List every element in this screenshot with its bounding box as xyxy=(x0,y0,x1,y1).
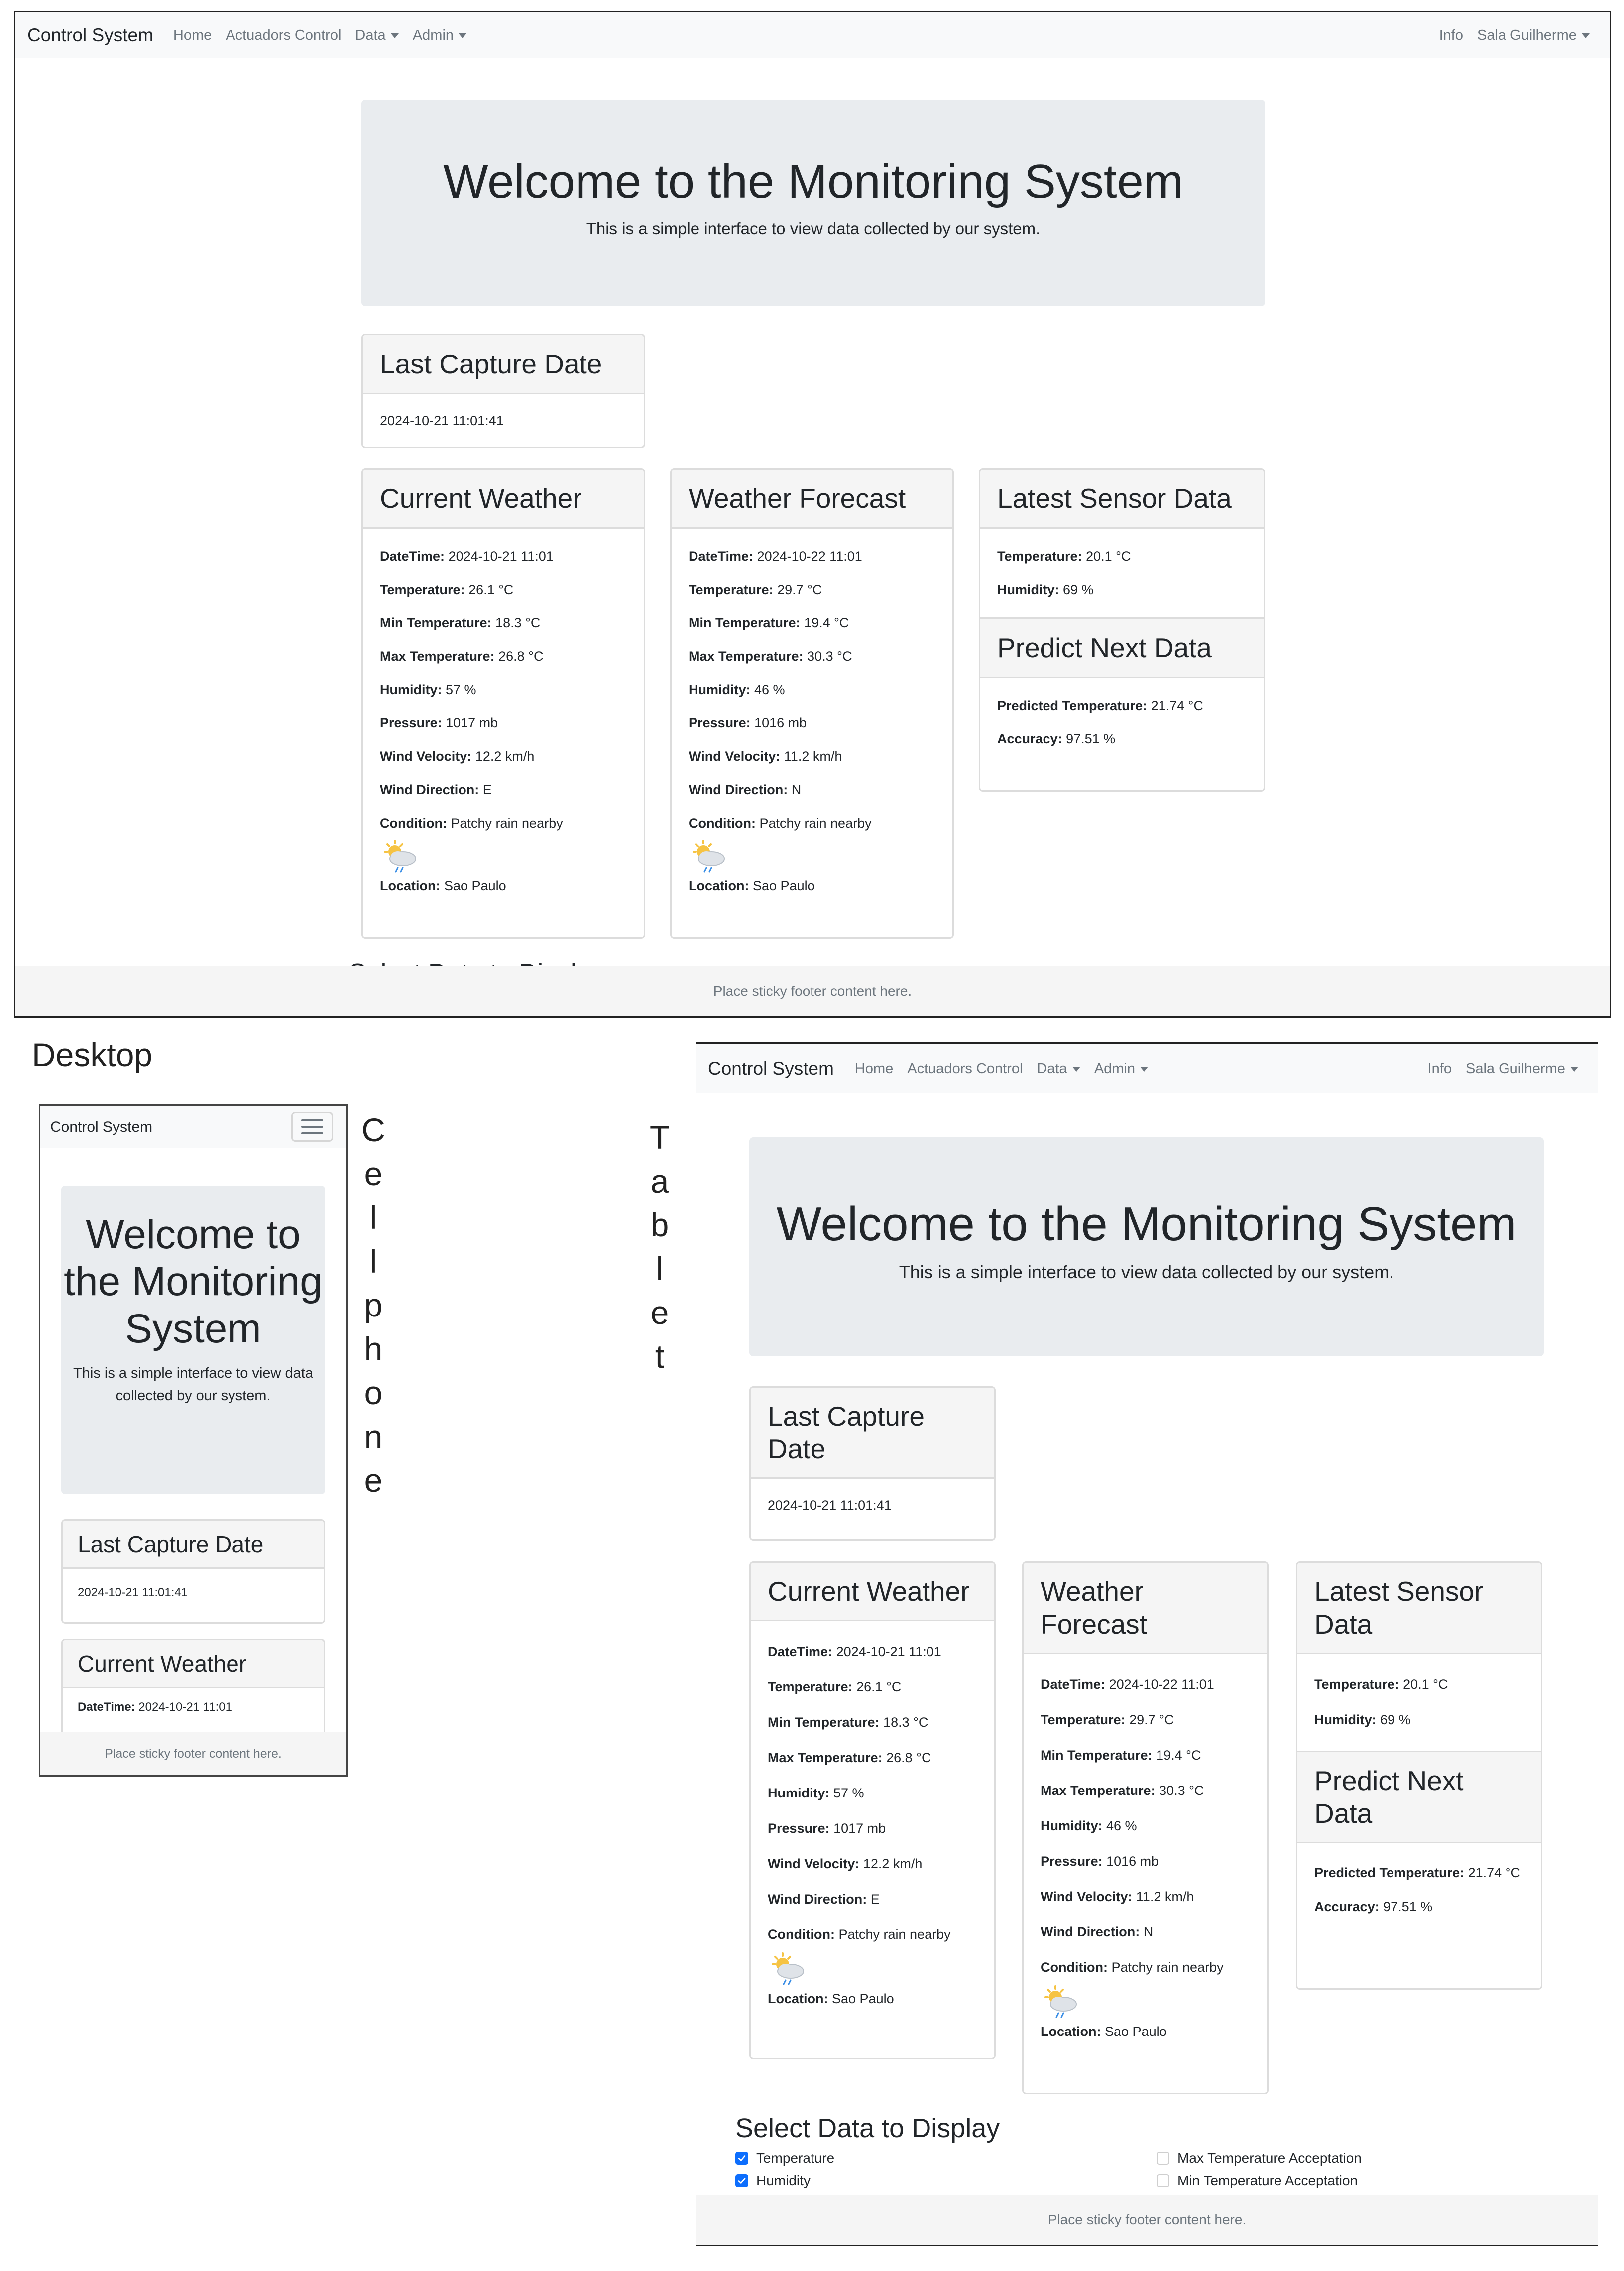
forecast-row: Temperature: 29.7 °C xyxy=(1041,1712,1174,1727)
forecast-row: DateTime: 2024-10-22 11:01 xyxy=(1041,1677,1214,1692)
brand[interactable]: Control System xyxy=(50,1118,153,1135)
location-row: Location: Sao Paulo xyxy=(380,878,506,893)
last-capture-card xyxy=(61,1519,325,1624)
checkbox-empty-icon xyxy=(1157,2152,1169,2165)
predict-acc-row: Accuracy: 97.51 % xyxy=(1314,1899,1433,1914)
cellphone-preview xyxy=(39,1104,348,1777)
last-capture-value: 2024-10-21 11:01:41 xyxy=(768,1498,892,1513)
desktop-preview xyxy=(14,11,1611,1018)
last-capture-value: 2024-10-21 11:01:41 xyxy=(380,413,504,428)
weather-row: Max Temperature: 26.8 °C xyxy=(380,649,544,664)
caret-down-icon xyxy=(391,33,399,38)
forecast-row: Condition: Patchy rain nearby xyxy=(1041,1960,1224,1975)
weather-row: Min Temperature: 18.3 °C xyxy=(768,1715,928,1730)
weather-row: DateTime: 2024-10-21 11:01 xyxy=(768,1644,941,1659)
nav-user-dropdown[interactable] xyxy=(1477,27,1590,44)
brand[interactable]: Control System xyxy=(27,25,153,45)
nav-data-label: Data xyxy=(355,27,386,43)
navbar xyxy=(696,1044,1598,1093)
checkbox-humidity[interactable] xyxy=(735,2173,811,2189)
card-title: Current Weather xyxy=(63,1640,324,1688)
sticky-footer: Place sticky footer content here. xyxy=(40,1732,346,1775)
navbar xyxy=(40,1106,346,1148)
card-title: Weather Forecast xyxy=(672,470,952,529)
forecast-row: Temperature: 29.7 °C xyxy=(689,582,822,597)
forecast-row: Pressure: 1016 mb xyxy=(1041,1854,1159,1869)
checkbox-label: Humidity xyxy=(756,2173,811,2188)
hero-subtitle: This is a simple interface to view data collected by our system. xyxy=(586,219,1041,238)
weather-row: Max Temperature: 26.8 °C xyxy=(768,1750,931,1765)
weather-row: Humidity: 57 % xyxy=(768,1786,864,1800)
predict-acc-row: Accuracy: 97.51 % xyxy=(997,731,1116,746)
forecast-card xyxy=(1022,1561,1269,2094)
forecast-row: Max Temperature: 30.3 °C xyxy=(1041,1783,1204,1798)
nav-admin-label: Admin xyxy=(1094,1060,1136,1076)
nav-user-label: Sala Guilherme xyxy=(1465,1060,1565,1076)
forecast-card xyxy=(670,468,954,939)
weather-row: Pressure: 1017 mb xyxy=(380,716,498,730)
weather-row: Min Temperature: 18.3 °C xyxy=(380,615,541,630)
nav-admin-dropdown[interactable] xyxy=(1094,1061,1148,1077)
navbar xyxy=(15,12,1610,58)
forecast-row: Pressure: 1016 mb xyxy=(689,716,807,730)
weather-row: Wind Direction: E xyxy=(768,1892,880,1907)
forecast-row: Min Temperature: 19.4 °C xyxy=(689,615,849,630)
nav-home[interactable]: Home xyxy=(173,27,212,43)
brand[interactable]: Control System xyxy=(708,1058,834,1078)
nav-data-label: Data xyxy=(1037,1060,1067,1076)
nav-user-dropdown[interactable] xyxy=(1466,1061,1578,1077)
weather-row: Pressure: 1017 mb xyxy=(768,1821,886,1836)
checkbox-empty-icon xyxy=(1157,2174,1169,2187)
sensor-hum-row: Humidity: 69 % xyxy=(997,582,1094,597)
sensor-card xyxy=(1296,1561,1542,1990)
patchy-rain-icon xyxy=(1041,1985,1080,2019)
location-row: Location: Sao Paulo xyxy=(689,878,815,893)
sensor-card xyxy=(979,468,1265,792)
nav-actuadors[interactable]: Actuadors Control xyxy=(907,1060,1023,1076)
check-icon xyxy=(735,2174,748,2187)
last-capture-card xyxy=(361,334,645,448)
nav-data-dropdown[interactable] xyxy=(355,27,398,44)
forecast-row: Wind Velocity: 11.2 km/h xyxy=(689,749,842,764)
hero-subtitle: This is a simple interface to view data collected by our system. xyxy=(899,1262,1394,1283)
forecast-row: Min Temperature: 19.4 °C xyxy=(1041,1748,1201,1763)
predict-temp-row: Predicted Temperature: 21.74 °C xyxy=(997,698,1203,713)
hero xyxy=(361,100,1265,306)
forecast-row: Humidity: 46 % xyxy=(1041,1818,1137,1833)
hero-title: Welcome to the Monitoring System xyxy=(776,1197,1517,1251)
card-title: Latest Sensor Data xyxy=(980,470,1264,529)
last-capture-value: 2024-10-21 11:01:41 xyxy=(78,1586,188,1599)
weather-row: Condition: Patchy rain nearby xyxy=(380,816,563,831)
card-title: Last Capture Date xyxy=(363,335,644,394)
card-title: Current Weather xyxy=(363,470,644,529)
sticky-footer: Place sticky footer content here. xyxy=(696,2195,1598,2245)
weather-row: Wind Velocity: 12.2 km/h xyxy=(768,1856,923,1871)
hero xyxy=(749,1137,1544,1356)
weather-row: Wind Velocity: 12.2 km/h xyxy=(380,749,535,764)
nav-info[interactable]: Info xyxy=(1439,27,1463,43)
forecast-row: Wind Direction: N xyxy=(689,782,802,797)
predict-title: Predict Next Data xyxy=(980,617,1264,678)
hero-subtitle: This is a simple interface to view data collected by our system. xyxy=(73,1365,313,1404)
tablet-label: T a b l e t xyxy=(649,1119,670,1375)
nav-data-dropdown[interactable] xyxy=(1037,1061,1080,1077)
weather-row: DateTime: 2024-10-21 11:01 xyxy=(78,1700,232,1714)
sensor-temp-row: Temperature: 20.1 °C xyxy=(997,549,1131,564)
nav-admin-dropdown[interactable] xyxy=(413,27,466,44)
weather-row: Wind Direction: E xyxy=(380,782,492,797)
hero-title: Welcome to the Monitoring System xyxy=(64,1212,323,1351)
checkbox-min-temp-acceptation[interactable] xyxy=(1157,2173,1358,2189)
hero-title: Welcome to the Monitoring System xyxy=(443,155,1183,208)
checkbox-label: Min Temperature Acceptation xyxy=(1177,2173,1358,2188)
checkbox-label: Temperature xyxy=(756,2151,835,2166)
nav-info[interactable]: Info xyxy=(1427,1060,1452,1076)
patchy-rain-icon xyxy=(689,840,728,874)
predict-title: Predict Next Data xyxy=(1297,1751,1541,1843)
sensor-hum-row: Humidity: 69 % xyxy=(1314,1712,1411,1727)
weather-row: Temperature: 26.1 °C xyxy=(380,582,514,597)
checkbox-label: Max Temperature Acceptation xyxy=(1177,2151,1362,2166)
cellphone-label: C e l l p h o n e xyxy=(361,1111,385,1499)
forecast-row: Wind Velocity: 11.2 km/h xyxy=(1041,1889,1194,1904)
last-capture-card xyxy=(749,1386,996,1541)
forecast-row: DateTime: 2024-10-22 11:01 xyxy=(689,549,862,564)
card-title: Last Capture Date xyxy=(63,1521,324,1569)
menu-toggler[interactable] xyxy=(291,1112,333,1142)
current-weather-card xyxy=(749,1561,996,2059)
patchy-rain-icon xyxy=(380,840,420,874)
select-title: Select Data to Display xyxy=(735,2113,1000,2143)
forecast-row: Wind Direction: N xyxy=(1041,1924,1154,1939)
desktop-label: Desktop xyxy=(32,1036,153,1073)
predict-temp-row: Predicted Temperature: 21.74 °C xyxy=(1314,1865,1520,1880)
nav-admin-label: Admin xyxy=(412,27,454,43)
forecast-row: Condition: Patchy rain nearby xyxy=(689,816,872,831)
weather-row: Condition: Patchy rain nearby xyxy=(768,1927,951,1942)
forecast-row: Humidity: 46 % xyxy=(689,682,785,697)
card-title: Current Weather xyxy=(751,1563,994,1621)
checkbox-temperature[interactable] xyxy=(735,2151,834,2166)
weather-row: Humidity: 57 % xyxy=(380,682,476,697)
sensor-temp-row: Temperature: 20.1 °C xyxy=(1314,1677,1448,1692)
nav-user-label: Sala Guilherme xyxy=(1477,27,1577,43)
tablet-preview xyxy=(696,1042,1598,2246)
hero xyxy=(61,1186,325,1494)
sticky-footer: Place sticky footer content here. xyxy=(15,966,1610,1016)
hamburger-icon xyxy=(301,1119,323,1121)
caret-down-icon xyxy=(1072,1067,1080,1072)
weather-row: DateTime: 2024-10-21 11:01 xyxy=(380,549,554,564)
current-weather-card xyxy=(361,468,645,939)
location-row: Location: Sao Paulo xyxy=(1041,2024,1167,2039)
caret-down-icon xyxy=(459,33,466,38)
patchy-rain-icon xyxy=(768,1952,808,1986)
card-title: Latest Sensor Data xyxy=(1297,1563,1541,1654)
caret-down-icon xyxy=(1570,1067,1578,1072)
nav-actuadors[interactable]: Actuadors Control xyxy=(226,27,342,43)
nav-home[interactable]: Home xyxy=(854,1060,894,1076)
forecast-row: Max Temperature: 30.3 °C xyxy=(689,649,852,664)
card-title: Weather Forecast xyxy=(1024,1563,1267,1654)
card-title: Last Capture Date xyxy=(751,1388,994,1479)
hamburger-icon xyxy=(301,1126,323,1128)
location-row: Location: Sao Paulo xyxy=(768,1991,894,2006)
checkbox-max-temp-acceptation[interactable] xyxy=(1157,2151,1362,2166)
caret-down-icon xyxy=(1582,33,1590,38)
hamburger-icon xyxy=(301,1132,323,1134)
check-icon xyxy=(735,2152,748,2165)
weather-row: Temperature: 26.1 °C xyxy=(768,1679,902,1694)
caret-down-icon xyxy=(1140,1067,1148,1072)
